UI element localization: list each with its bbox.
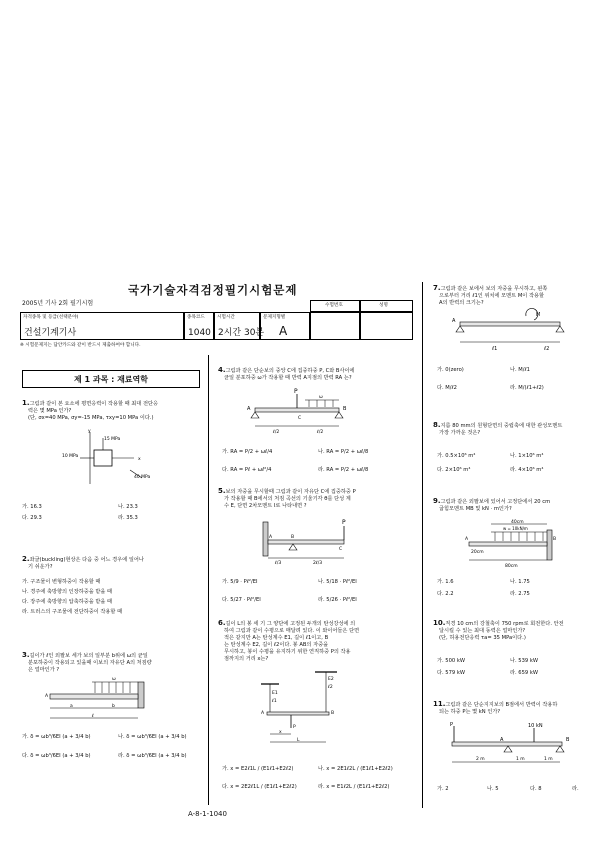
q10-option-a: 가. 500 kW xyxy=(437,658,465,664)
question-7: 7.그림과 같은 보에서 보의 자중을 무시하고, 왼쪽 으로부터 거리 ℓ1인 위치에 모멘트 M이 작용할 A의 반력의 크기는? xyxy=(433,284,548,306)
svg-text:x: x xyxy=(138,457,141,462)
section-title-box xyxy=(22,370,200,388)
svg-text:x: x xyxy=(279,730,282,735)
q9-option-a: 가. 1.6 xyxy=(437,579,454,585)
q11-option-a: 가. 2 xyxy=(437,786,449,792)
q10-option-b: 나. 539 kW xyxy=(510,658,538,664)
svg-text:15 MPa: 15 MPa xyxy=(104,437,121,442)
hanging-bar-figure xyxy=(255,668,355,748)
q9-option-d: 라. 2.75 xyxy=(510,591,530,597)
svg-text:M: M xyxy=(536,312,541,318)
svg-text:10 MPa: 10 MPa xyxy=(62,454,79,459)
q11-option-d: 라. xyxy=(572,786,579,792)
q10-option-d: 라. 659 kW xyxy=(510,670,538,676)
q8-option-b: 나. 1×10⁶ m⁴ xyxy=(510,453,544,459)
svg-text:ℓ: ℓ xyxy=(92,714,94,719)
type-value: A xyxy=(279,324,288,338)
q4-option-d: 라. RA = P/2 + ωℓ/8 xyxy=(318,467,369,473)
q5-option-c: 다. 5/27 · Pℓ²/EI xyxy=(222,597,261,603)
notice: ※ 시험문제지는 답안카드와 같이 반드시 제출하여야 합니다. xyxy=(20,343,141,348)
svg-text:B: B xyxy=(566,737,570,743)
svg-text:P: P xyxy=(450,722,454,728)
q3-option-a: 가. δ = ωb³/6EI (a + 3/4 b) xyxy=(22,734,91,740)
q2-option-d: 라. 트러스의 구조물에 전단하중이 작용할 때 xyxy=(22,609,123,615)
q8-option-a: 가. 0.5×10⁶ m⁴ xyxy=(437,453,476,459)
svg-text:40 MPa: 40 MPa xyxy=(134,475,151,480)
code-value: 1040 xyxy=(188,328,211,338)
question-1: 1.그림과 같이 본 요소에 평면응력이 작용할 때 최대 전단응 력은 몇 MPa 인가? (단, σx=40 MPa, σy=-15 MPa, τxy=10 MPa 이다.) xyxy=(22,399,158,421)
cantilever-udl-figure xyxy=(465,520,565,570)
svg-text:E1: E1 xyxy=(272,691,278,696)
svg-text:A: A xyxy=(465,537,469,542)
question-3: 3.길이가 ℓ인 외팔보 세가 보의 일부분 b위에 ω의 균일 분포하중이 작용되고 있을때 이보의 자유단 A의 처짐량 은 얼마인가 ? xyxy=(22,651,152,673)
exam-no-cell xyxy=(310,312,360,340)
q1-option-b: 나. 23.3 xyxy=(118,504,138,510)
svg-text:E2: E2 xyxy=(328,677,334,682)
svg-text:B: B xyxy=(291,535,295,540)
svg-text:C: C xyxy=(339,547,343,552)
q7-option-c: 다. M/ℓ2 xyxy=(437,385,457,391)
q2-option-b: 나. 경주에 축방향의 인장하중을 받을 때 xyxy=(22,589,113,595)
q4-option-a: 가. RA = P/2 + ωℓ/4 xyxy=(222,449,273,455)
time-value: 2시간 30분 xyxy=(218,328,265,338)
svg-text:ω: ω xyxy=(319,395,323,400)
svg-text:ℓ1: ℓ1 xyxy=(272,699,277,704)
svg-text:2ℓ/3: 2ℓ/3 xyxy=(313,561,323,566)
q9-option-c: 다. 2.2 xyxy=(437,591,454,597)
q6-option-d: 라. x = E1ℓ2L / (E1ℓ1+E2ℓ2) xyxy=(318,784,390,790)
q6-option-c: 다. x = 2E2ℓ1L / (E1ℓ1+E2ℓ2) xyxy=(222,784,297,790)
svg-text:P: P xyxy=(293,725,296,730)
svg-text:ω: ω xyxy=(112,677,116,682)
question-2: 2.좌굴(buckling)현상은 다음 중 어느 경우에 일어나 기 쉬운가? xyxy=(22,555,144,570)
q5-option-d: 라. 5/26 · Pℓ²/EI xyxy=(318,597,357,603)
time-cell: 시험시간 2시간 30분 xyxy=(214,312,260,340)
svg-text:B: B xyxy=(331,711,335,716)
q4-option-b: 나. RA = P/2 + ωℓ/8 xyxy=(318,449,369,455)
q6-option-b: 나. x = 2E1ℓ2L / (E1ℓ1+E2ℓ2) xyxy=(318,766,393,772)
svg-text:ℓ2: ℓ2 xyxy=(328,685,333,690)
section-title: 제 1 과목 : 재료역학 xyxy=(73,375,148,384)
q11-option-b: 나. 5 xyxy=(487,786,499,792)
q7-option-d: 라. M/(ℓ1+ℓ2) xyxy=(510,385,544,391)
svg-text:A: A xyxy=(500,737,504,743)
simple-beam-figure xyxy=(245,388,355,438)
question-9: 9.그림과 같은 외팔보에 있어서 고정단에서 20 cm 굽힘모멘트 MB 및 kN · m인가? xyxy=(433,497,551,512)
question-4: 4.그림과 같은 단순보의 중앙 C에 집중하중 P, C와 B사이에 균일 분포하중 ω가 작용할 때 반력 A지점의 반력 RA 는? xyxy=(218,366,355,381)
svg-text:ℓ/2: ℓ/2 xyxy=(273,430,280,435)
q3-option-b: 나. δ = ωb³/6EI (a + 3/4 b) xyxy=(118,734,187,740)
q8-option-c: 다. 2×10⁶ m⁴ xyxy=(437,467,471,473)
svg-text:A: A xyxy=(247,406,251,412)
svg-text:40cm: 40cm xyxy=(511,520,524,525)
svg-text:80cm: 80cm xyxy=(505,564,518,569)
svg-text:w = 10kN/m: w = 10kN/m xyxy=(503,526,528,531)
question-5: 5.보의 자중을 무시할때 그림과 같이 자유단 C에 집중하중 P 가 작용할 때 B에서의 처짐 곡선의 기울기각 θ를 단성 계 수 E, 단면 2차모멘트 I로 나타내면 ? xyxy=(218,487,356,509)
q2-option-c: 다. 장주에 축방향의 압축하중을 받을 때 xyxy=(22,599,113,605)
svg-text:A: A xyxy=(452,318,456,324)
svg-text:ℓ/2: ℓ/2 xyxy=(317,430,324,435)
svg-text:ℓ1: ℓ1 xyxy=(492,346,498,352)
exam-title: 국가기술자격검정필기시험문제 xyxy=(128,283,298,297)
svg-text:2 m: 2 m xyxy=(476,757,485,762)
code-cell: 종목코드 1040 xyxy=(184,312,214,340)
q5-option-b: 나. 5/18 · Pℓ²/EI xyxy=(318,579,357,585)
page-footer: A-8-1-1040 xyxy=(188,810,227,818)
overhang-beam-figure xyxy=(255,514,355,566)
overhang-support-figure xyxy=(448,722,578,772)
svg-text:L: L xyxy=(297,738,300,743)
type-cell: 문제지형별 A xyxy=(260,312,310,340)
q2-option-a: 가. 구조물이 변형하중이 작용할 때 xyxy=(22,579,101,585)
moment-beam-figure xyxy=(450,310,580,354)
q9-option-b: 나. 1.75 xyxy=(510,579,530,585)
svg-text:P: P xyxy=(342,519,346,526)
q1-option-a: 가. 16.3 xyxy=(22,504,42,510)
svg-text:ℓ/3: ℓ/3 xyxy=(275,561,282,566)
header-table xyxy=(20,300,413,342)
exam-no-label-cell: 수험번호 xyxy=(310,300,360,312)
q1-option-c: 다. 29.3 xyxy=(22,515,42,521)
q5-option-a: 가. 5/9 · Pℓ²/EI xyxy=(222,579,258,585)
name-cell xyxy=(360,312,413,340)
q8-option-d: 라. 4×10⁶ m⁴ xyxy=(510,467,544,473)
q4-option-c: 다. RA = Pℓ + ωℓ²/4 xyxy=(222,467,272,473)
q1-option-d: 라. 35.3 xyxy=(118,515,138,521)
stress-element-figure xyxy=(60,428,160,488)
svg-text:1 m: 1 m xyxy=(544,757,553,762)
svg-text:A: A xyxy=(269,535,273,540)
svg-text:B: B xyxy=(343,406,347,412)
svg-text:10 kN: 10 kN xyxy=(528,723,543,729)
cert-value: 건설기계기사 xyxy=(24,328,77,338)
q3-option-c: 다. δ = ωb³/6EI (a + 3/4 b) xyxy=(22,753,91,759)
svg-text:ℓ2: ℓ2 xyxy=(544,346,550,352)
svg-text:C: C xyxy=(298,416,302,421)
svg-text:1 m: 1 m xyxy=(516,757,525,762)
svg-text:a: a xyxy=(70,704,73,709)
exam-subtitle: 2005년 기사 2회 필기시험 xyxy=(22,300,94,307)
q10-option-c: 다. 579 kW xyxy=(437,670,465,676)
cert-cell: 자격종목 및 등급(선택분야) 건설기계기사 xyxy=(20,312,184,340)
name-label-cell: 성명 xyxy=(360,300,413,312)
column-divider xyxy=(422,282,423,808)
svg-text:y: y xyxy=(88,429,91,434)
q7-option-b: 나. M/ℓ1 xyxy=(510,367,530,373)
svg-text:b: b xyxy=(112,704,115,709)
svg-text:A: A xyxy=(261,711,265,716)
question-8: 8.지름 80 mm의 원형단면의 중립축에 대한 관성모멘트 가장 가까운 것은? xyxy=(433,421,563,436)
svg-text:20cm: 20cm xyxy=(471,550,484,555)
question-11: 11.그림과 같은 단순지지보의 B점에서 반력이 작용하 되는 하중 P는 몇 kN 인가? xyxy=(433,700,558,715)
svg-text:A: A xyxy=(45,694,49,699)
column-divider xyxy=(208,355,209,805)
question-6: 6.길이 L의 봉 세 기 그 양단에 고정된 두개의 탄성강성에 의 하여 그림과 같이 수평으로 매달려 있다. 이 와이어들은 단면 적은 같지만 A는 탄성계수 E1, 길이 ℓ1이고, B 는 탄성계수 E2, 길이 ℓ2이다. 봉 AB의 자중을 무시하고, 봉이 수평을 유지하기 위한 연직하중 P의 작용 점까지의 거리 x는? xyxy=(218,619,360,662)
question-10: 10.직경 10 cm의 강철축이 750 rpm로 회전한다. 안전 달시킬 수 있는 최대 동력은 얼마인가? (단, 허용전단응력 τa= 35 MPa이다.) xyxy=(433,619,564,641)
svg-text:P: P xyxy=(294,388,298,395)
q7-option-a: 가. 0(zero) xyxy=(437,367,464,373)
cantilever-figure xyxy=(40,676,170,724)
svg-text:B: B xyxy=(553,537,557,542)
q6-option-a: 가. x = E2ℓ1L / (E1ℓ1+E2ℓ2) xyxy=(222,766,294,772)
q11-option-c: 다. 8 xyxy=(530,786,542,792)
q3-option-d: 라. δ = ωb³/6EI (a + 3/4 b) xyxy=(118,753,187,759)
